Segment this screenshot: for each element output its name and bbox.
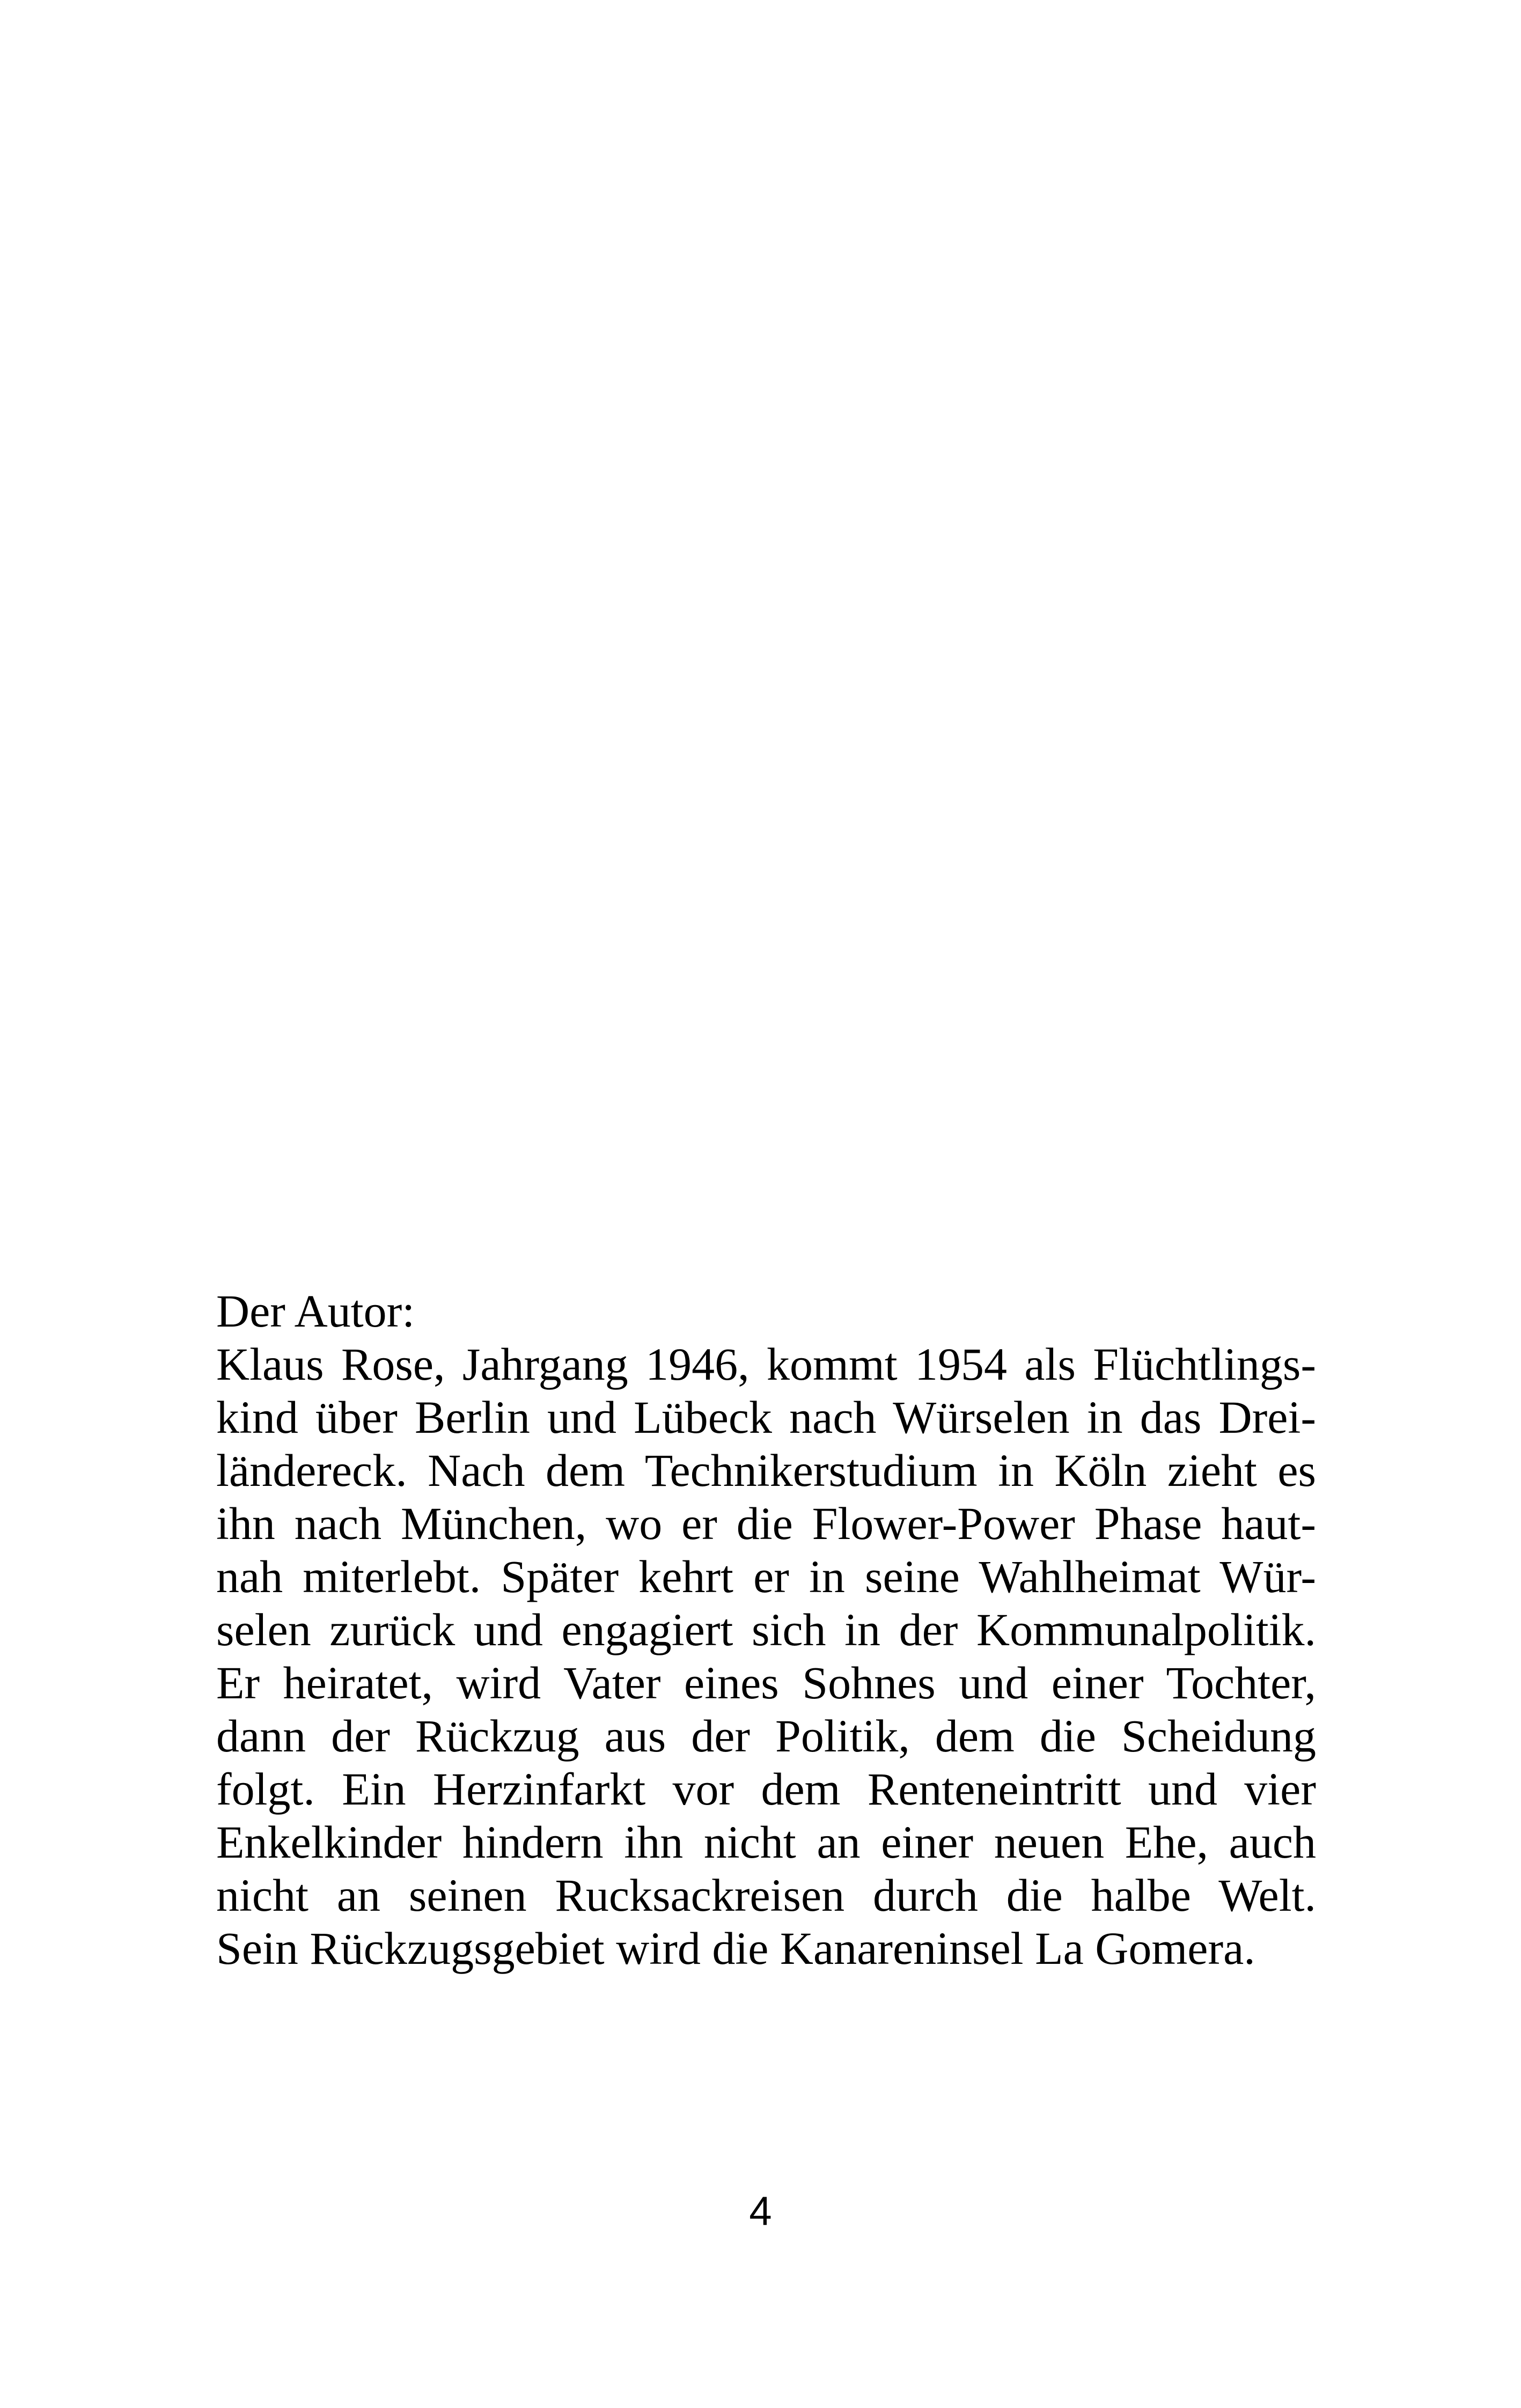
author-bio-heading: Der Autor:	[216, 1285, 415, 1337]
author-bio-line: selen zurück und engagiert sich in der Kommunalpolitik.	[216, 1604, 1316, 1655]
page-number: 4	[749, 2189, 772, 2234]
author-bio-line: kind über Berlin und Lübeck nach Würselen in das Drei-	[216, 1391, 1316, 1443]
author-bio-line: ihn nach München, wo er die Flower-Power Phase haut-	[216, 1498, 1316, 1549]
author-bio-line: Enkelkinder hindern ihn nicht an einer neuen Ehe, auch	[216, 1816, 1316, 1868]
author-bio-line: ländereck. Nach dem Technikerstudium in Köln zieht es	[216, 1445, 1316, 1496]
author-bio	[216, 1285, 1316, 1975]
author-bio-line: dann der Rückzug aus der Politik, dem die Scheidung	[216, 1710, 1316, 1762]
author-bio-line: nicht an seinen Rucksackreisen durch die halbe Welt.	[216, 1869, 1316, 1921]
author-bio-line: Er heiratet, wird Vater eines Sohnes und einer Tochter,	[216, 1657, 1316, 1709]
author-bio-line: Sein Rückzugsgebiet wird die Kanareninsel La Gomera.	[216, 1923, 1255, 1974]
author-bio-line: folgt. Ein Herzinfarkt vor dem Renteneintritt und vier	[216, 1763, 1316, 1815]
author-bio-line: Klaus Rose, Jahrgang 1946, kommt 1954 als Flüchtlings-	[216, 1338, 1316, 1390]
author-bio-line: nah miterlebt. Später kehrt er in seine Wahlheimat Wür-	[216, 1551, 1316, 1602]
